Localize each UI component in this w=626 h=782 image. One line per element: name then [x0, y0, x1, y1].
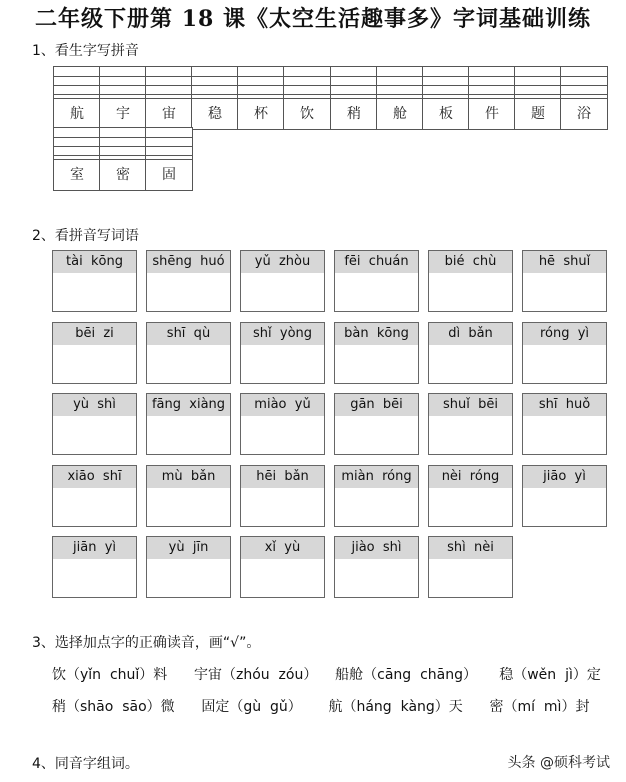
character: 件 [469, 98, 515, 129]
pinyin-word-box [428, 465, 513, 527]
writing-box [335, 559, 378, 597]
writing-cell [514, 66, 562, 130]
writing-box [282, 345, 324, 383]
writing-box [376, 416, 418, 454]
pinyin-word-box [522, 393, 607, 455]
writing-box [376, 559, 418, 597]
writing-box [241, 488, 284, 526]
pinyin-label: jiān yì [53, 537, 136, 560]
section-2-title: 2、看拼音写词语 [32, 228, 139, 244]
writing-box [376, 488, 418, 526]
writing-cell [376, 66, 424, 130]
character: 室 [54, 159, 100, 190]
writing-box [335, 416, 378, 454]
writing-box [53, 488, 96, 526]
writing-box [241, 345, 284, 383]
writing-box [241, 559, 284, 597]
writing-box [94, 345, 136, 383]
watermark: 头条 @硕科考试 [507, 755, 610, 771]
writing-box [53, 273, 96, 311]
writing-box [282, 273, 324, 311]
writing-cell [237, 66, 285, 130]
writing-box [564, 273, 606, 311]
pinyin-word-box [52, 322, 137, 384]
pinyin-word-box [146, 393, 231, 455]
writing-cell [191, 66, 239, 130]
pinyin-label: yù shì [53, 394, 136, 417]
writing-box [147, 345, 190, 383]
pinyin-label: fēi chuán [335, 251, 418, 274]
writing-box [376, 273, 418, 311]
writing-box [564, 416, 606, 454]
character: 舱 [377, 98, 423, 129]
worksheet-title: 二年级下册第 18 课《太空生活趣事多》字词基础训练 [35, 6, 591, 32]
writing-box [429, 488, 472, 526]
pinyin-label: mù bǎn [147, 466, 230, 489]
pinyin-word-box [146, 536, 231, 598]
pinyin-label: jiāo yì [523, 466, 606, 489]
writing-box [94, 488, 136, 526]
writing-box [94, 416, 136, 454]
pinyin-word-box [522, 465, 607, 527]
writing-box [470, 273, 512, 311]
pinyin-word-box [334, 465, 419, 527]
pinyin-word-box [334, 536, 419, 598]
pinyin-word-box [522, 250, 607, 312]
writing-box [429, 416, 472, 454]
pinyin-label: miàn róng [335, 466, 418, 489]
pinyin-label: xiāo shī [53, 466, 136, 489]
writing-box [188, 488, 230, 526]
writing-box [147, 273, 190, 311]
reading-choice-line-2: 稍（shāo sāo）微 固定（gù gǔ） 航（háng kàng）天 密（mí mì）封 [52, 699, 590, 715]
pinyin-word-box [240, 322, 325, 384]
writing-box [188, 273, 230, 311]
character: 稍 [331, 98, 377, 129]
pinyin-word-box [240, 536, 325, 598]
writing-box [147, 416, 190, 454]
writing-cell [283, 66, 331, 130]
writing-cell [560, 66, 608, 130]
character: 浴 [561, 98, 607, 129]
writing-cell [99, 66, 147, 130]
writing-box [470, 559, 512, 597]
writing-box [470, 345, 512, 383]
writing-box [429, 273, 472, 311]
character: 稳 [192, 98, 238, 129]
character: 题 [515, 98, 561, 129]
writing-box [335, 273, 378, 311]
character: 杯 [238, 98, 284, 129]
writing-cell [145, 66, 193, 130]
writing-box [335, 345, 378, 383]
character: 宙 [146, 98, 192, 129]
character: 饮 [284, 98, 330, 129]
pinyin-label: hē shuǐ [523, 251, 606, 274]
pinyin-label: yǔ zhòu [241, 251, 324, 274]
pinyin-word-box [52, 393, 137, 455]
pinyin-label: miào yǔ [241, 394, 324, 417]
writing-box [188, 345, 230, 383]
pinyin-word-box [146, 322, 231, 384]
pinyin-label: tài kōng [53, 251, 136, 274]
writing-box [523, 345, 566, 383]
pinyin-word-box [428, 536, 513, 598]
pinyin-word-box [52, 536, 137, 598]
pinyin-label: fāng xiàng [147, 394, 230, 417]
pinyin-label: shuǐ bēi [429, 394, 512, 417]
writing-cell [422, 66, 470, 130]
writing-box [282, 416, 324, 454]
pinyin-word-box [52, 465, 137, 527]
section-3-title: 3、选择加点字的正确读音，画“√”。 [32, 635, 261, 651]
pinyin-label: gān bēi [335, 394, 418, 417]
writing-box [53, 416, 96, 454]
pinyin-label: shēng huó [147, 251, 230, 274]
writing-box [429, 559, 472, 597]
pinyin-word-box [146, 250, 231, 312]
writing-cell [468, 66, 516, 130]
section-4-title: 4、同音字组词。 [32, 756, 139, 772]
pinyin-label: hēi bǎn [241, 466, 324, 489]
pinyin-label: shǐ yòng [241, 323, 324, 346]
pinyin-word-box [334, 322, 419, 384]
writing-box [147, 488, 190, 526]
pinyin-label: xǐ yù [241, 537, 324, 560]
writing-box [564, 345, 606, 383]
writing-box [523, 488, 566, 526]
character: 密 [100, 159, 146, 190]
pinyin-label: róng yì [523, 323, 606, 346]
writing-box [53, 345, 96, 383]
writing-box [94, 559, 136, 597]
pinyin-word-box [334, 393, 419, 455]
writing-box [282, 559, 324, 597]
pinyin-word-box [240, 250, 325, 312]
writing-cell [53, 127, 101, 191]
pinyin-label: bēi zi [53, 323, 136, 346]
writing-cell [330, 66, 378, 130]
pinyin-label: jiào shì [335, 537, 418, 560]
writing-box [470, 416, 512, 454]
pinyin-word-box [334, 250, 419, 312]
writing-box [53, 559, 96, 597]
pinyin-word-box [428, 322, 513, 384]
pinyin-label: dì bǎn [429, 323, 512, 346]
pinyin-label: bàn kōng [335, 323, 418, 346]
pinyin-label: shī huǒ [523, 394, 606, 417]
writing-box [188, 416, 230, 454]
writing-box [188, 559, 230, 597]
writing-box [564, 488, 606, 526]
pinyin-word-box [146, 465, 231, 527]
writing-cell [99, 127, 147, 191]
writing-box [470, 488, 512, 526]
pinyin-word-box [522, 322, 607, 384]
pinyin-word-box [240, 465, 325, 527]
writing-box [282, 488, 324, 526]
reading-choice-line-1: 饮（yǐn chuǐ）料 宇宙（zhóu zóu） 船舱（cāng chāng） 稳（wěn jì）定 [52, 667, 601, 683]
writing-box [94, 273, 136, 311]
writing-box [335, 488, 378, 526]
writing-box [147, 559, 190, 597]
writing-box [523, 273, 566, 311]
pinyin-word-box [240, 393, 325, 455]
pinyin-label: shì nèi [429, 537, 512, 560]
writing-box [241, 273, 284, 311]
writing-box [523, 416, 566, 454]
pinyin-word-box [52, 250, 137, 312]
pinyin-word-box [428, 393, 513, 455]
pinyin-label: yù jīn [147, 537, 230, 560]
writing-cell [145, 127, 193, 191]
pinyin-label: shī qù [147, 323, 230, 346]
writing-cell [53, 66, 101, 130]
section-1-title: 1、看生字写拼音 [32, 43, 139, 59]
character: 宇 [100, 98, 146, 129]
writing-box [376, 345, 418, 383]
character: 航 [54, 98, 100, 129]
writing-box [241, 416, 284, 454]
character: 固 [146, 159, 192, 190]
writing-box [429, 345, 472, 383]
pinyin-label: nèi róng [429, 466, 512, 489]
pinyin-label: bié chù [429, 251, 512, 274]
pinyin-word-box [428, 250, 513, 312]
character: 板 [423, 98, 469, 129]
